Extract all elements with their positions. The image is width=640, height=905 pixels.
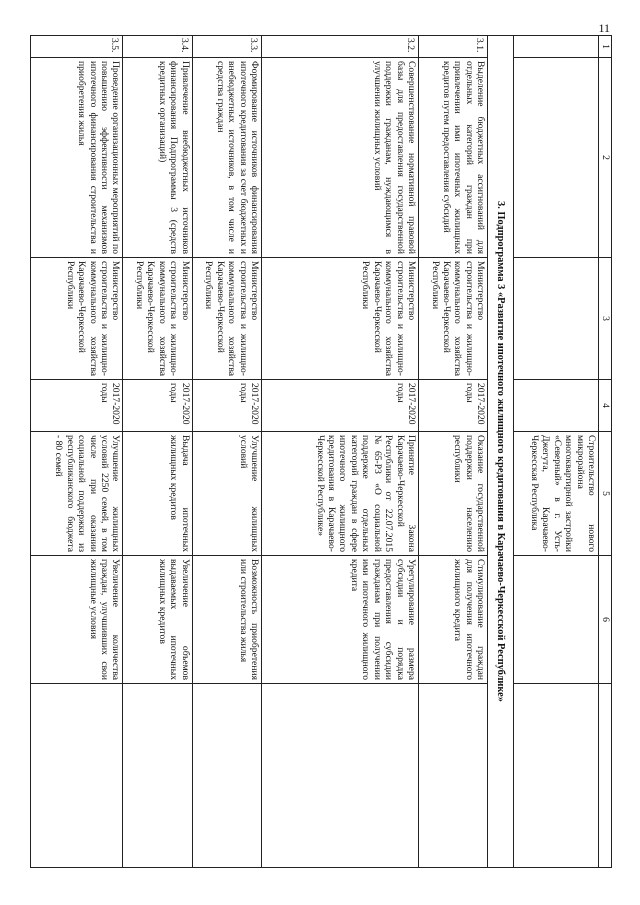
table-row bbox=[192, 36, 261, 868]
row-executor: Министерство строительства и жилищно-коммунального хозяйства Карачаево-Черкесской Республики bbox=[31, 258, 123, 380]
table-row bbox=[261, 36, 418, 868]
table-row bbox=[123, 36, 192, 868]
row-num: 3.3. bbox=[192, 36, 261, 58]
header-col-1: 1 bbox=[599, 36, 612, 58]
header-col-6: 6 bbox=[599, 556, 612, 684]
header-row bbox=[599, 36, 612, 868]
page-number: 11 bbox=[598, 21, 610, 35]
header-col-3: 3 bbox=[599, 258, 612, 380]
cont-effect bbox=[513, 556, 598, 684]
row-effect: Увеличение количества граждан, улучшивших свои жилищные условия bbox=[31, 556, 123, 684]
section-row bbox=[488, 36, 513, 868]
row-num: 3.2. bbox=[261, 36, 418, 58]
header-col-2: 2 bbox=[599, 58, 612, 258]
row-result: Оказание государственной поддержки населению республики bbox=[418, 432, 487, 556]
row-executor: Министерство строительства и жилищно-коммунального хозяйства Карачаево-Черкесской Республики bbox=[123, 258, 192, 380]
table-row bbox=[418, 36, 487, 868]
rotated-table-container bbox=[30, 35, 612, 867]
row-extra bbox=[31, 684, 123, 868]
row-result: Улучшение жилищных условий 2250 семей, в том числе при оказании социальной поддержки из республиканского бюджета - 80 семей bbox=[31, 432, 123, 556]
header-col-7 bbox=[599, 684, 612, 868]
row-effect: Стимулирование граждан для получения ипотечного жилищного кредита bbox=[418, 556, 487, 684]
row-period: 2017-2020 годы bbox=[31, 380, 123, 432]
cont-result: Строительство нового микрорайона многоквартирной застройки «Северный» в г. Усть-Джегута, Карачаево-Черкесская Республика bbox=[513, 432, 598, 556]
row-period: 2017-2020 годы bbox=[123, 380, 192, 432]
cont-extra bbox=[513, 684, 598, 868]
row-task: Проведение организационных мероприятий по повышению эффективности механизмов ипотечного финансирования строительства и приобретения жилья bbox=[31, 58, 123, 258]
cont-executor bbox=[513, 258, 598, 380]
row-task: Привлечение внебюджетных источников финансирования Подпрограммы 3 (средств кредитных организаций) bbox=[123, 58, 192, 258]
row-effect: Увеличение объемов выдаваемых ипотечных жилищных кредитов bbox=[123, 556, 192, 684]
row-result: Выдача ипотечных жилищных кредитов bbox=[123, 432, 192, 556]
row-period: 2017-2020 годы bbox=[192, 380, 261, 432]
row-executor: Министерство строительства и жилищно-коммунального хозяйства Карачаево-Черкесской Республики bbox=[418, 258, 487, 380]
row-task: Выделение бюджетных ассигнований для отдельных категорий граждан при привлечении ими ипотечных жилищных кредитов путем предоставления субсидий bbox=[418, 58, 487, 258]
cont-task bbox=[513, 58, 598, 258]
row-executor: Министерство строительства и жилищно-коммунального хозяйства Карачаево-Черкесской Республики bbox=[261, 258, 418, 380]
row-num: 3.1. bbox=[418, 36, 487, 58]
header-col-4: 4 bbox=[599, 380, 612, 432]
cont-num bbox=[513, 36, 598, 58]
row-extra bbox=[418, 684, 487, 868]
row-task: Формирование источников финансирования ипотечного кредитования за счет бюджетных и внебюджетных источников, в том числе и средства граждан bbox=[192, 58, 261, 258]
row-result: Улучшение жилищных условий bbox=[192, 432, 261, 556]
cont-period bbox=[513, 380, 598, 432]
row-num: 3.4. bbox=[123, 36, 192, 58]
row-extra bbox=[261, 684, 418, 868]
row-num: 3.5. bbox=[31, 36, 123, 58]
row-result: Принятие Закона Карачаево-Черкесской Республики от 22.07.2015 №65-РЗ «О социальной поддержке отдельных категорий граждан в сфере ипотечного жилищного кредитования в Карачаево-Черкесской Республике» bbox=[261, 432, 418, 556]
row-task: Совершенствование нормативной правовой базы для предоставления государственной поддержки гражданам, нуждающимся в улучшении жилищных условий bbox=[261, 58, 418, 258]
row-extra bbox=[192, 684, 261, 868]
row-effect: Урегулирование размера субсидии и порядка предоставления субсидии гражданам при получении ими ипотечного жилищного кредита bbox=[261, 556, 418, 684]
header-col-5: 5 bbox=[599, 432, 612, 556]
continuation-row bbox=[513, 36, 598, 868]
row-executor: Министерство строительства и жилищно-коммунального хозяйства Карачаево-Черкесской Республики bbox=[192, 258, 261, 380]
row-period: 2017-2020 годы bbox=[261, 380, 418, 432]
section-title: 3. Подпрограмма 3 «Развитие ипотечного жилищного кредитования в Карачаево-Черкесской Республике» bbox=[488, 36, 513, 868]
program-table bbox=[30, 35, 612, 868]
row-effect: Возможность приобретения или строительства жилья bbox=[192, 556, 261, 684]
row-period: 2017-2020 годы bbox=[418, 380, 487, 432]
table-row bbox=[31, 36, 123, 868]
row-extra bbox=[123, 684, 192, 868]
